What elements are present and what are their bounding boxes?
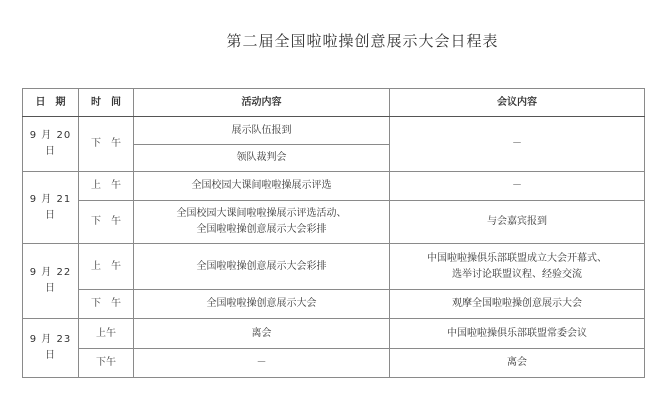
header-date: 日 期	[23, 89, 79, 117]
header-activity: 活动内容	[134, 89, 390, 117]
meeting-cell: 中国啦啦操俱乐部联盟常委会议	[390, 319, 645, 349]
meeting-line: 选举讨论联盟议程、经验交流	[452, 268, 582, 280]
schedule-table	[22, 88, 645, 378]
meeting-cell	[390, 244, 645, 290]
time-cell: 下 午	[79, 117, 134, 172]
activity-cell: 领队裁判会	[134, 145, 390, 172]
meeting-line: 中国啦啦操俱乐部联盟成立大会开幕式、	[427, 252, 607, 264]
table-row	[23, 117, 645, 145]
activity-cell: 离会	[134, 319, 390, 349]
date-cell: 9 月 20 日	[23, 117, 79, 172]
time-cell: 上 午	[79, 172, 134, 201]
activity-cell: －	[134, 349, 390, 378]
time-cell: 下 午	[79, 201, 134, 244]
activity-cell: 全国校园大课间啦啦操展示评选	[134, 172, 390, 201]
meeting-cell: 离会	[390, 349, 645, 378]
date-cell: 9 月 21 日	[23, 172, 79, 244]
header-meeting: 会议内容	[390, 89, 645, 117]
date-cell: 9 月 22 日	[23, 244, 79, 319]
activity-cell	[134, 201, 390, 244]
meeting-cell: 与会嘉宾报到	[390, 201, 645, 244]
table-row	[23, 201, 645, 244]
time-cell: 下 午	[79, 290, 134, 319]
activity-cell: 展示队伍报到	[134, 117, 390, 145]
table-row	[23, 349, 645, 378]
meeting-cell: －	[390, 117, 645, 172]
time-cell: 上午	[79, 319, 134, 349]
activity-cell: 全国啦啦操创意展示大会彩排	[134, 244, 390, 290]
table-row	[23, 290, 645, 319]
table-row	[23, 172, 645, 201]
meeting-cell: －	[390, 172, 645, 201]
page-title: 第二届全国啦啦操创意展示大会日程表	[226, 32, 499, 50]
activity-cell: 全国啦啦操创意展示大会	[134, 290, 390, 319]
time-cell: 下午	[79, 349, 134, 378]
table-row	[23, 244, 645, 290]
meeting-cell: 观摩全国啦啦操创意展示大会	[390, 290, 645, 319]
date-cell: 9 月 23 日	[23, 319, 79, 378]
activity-line: 全国校园大课间啦啦操展示评选活动、	[176, 208, 347, 219]
time-cell: 上 午	[79, 244, 134, 290]
activity-line: 全国啦啦操创意展示大会彩排	[196, 224, 327, 235]
header-time: 时 间	[79, 89, 134, 117]
table-row	[23, 319, 645, 349]
header-row	[23, 89, 645, 117]
